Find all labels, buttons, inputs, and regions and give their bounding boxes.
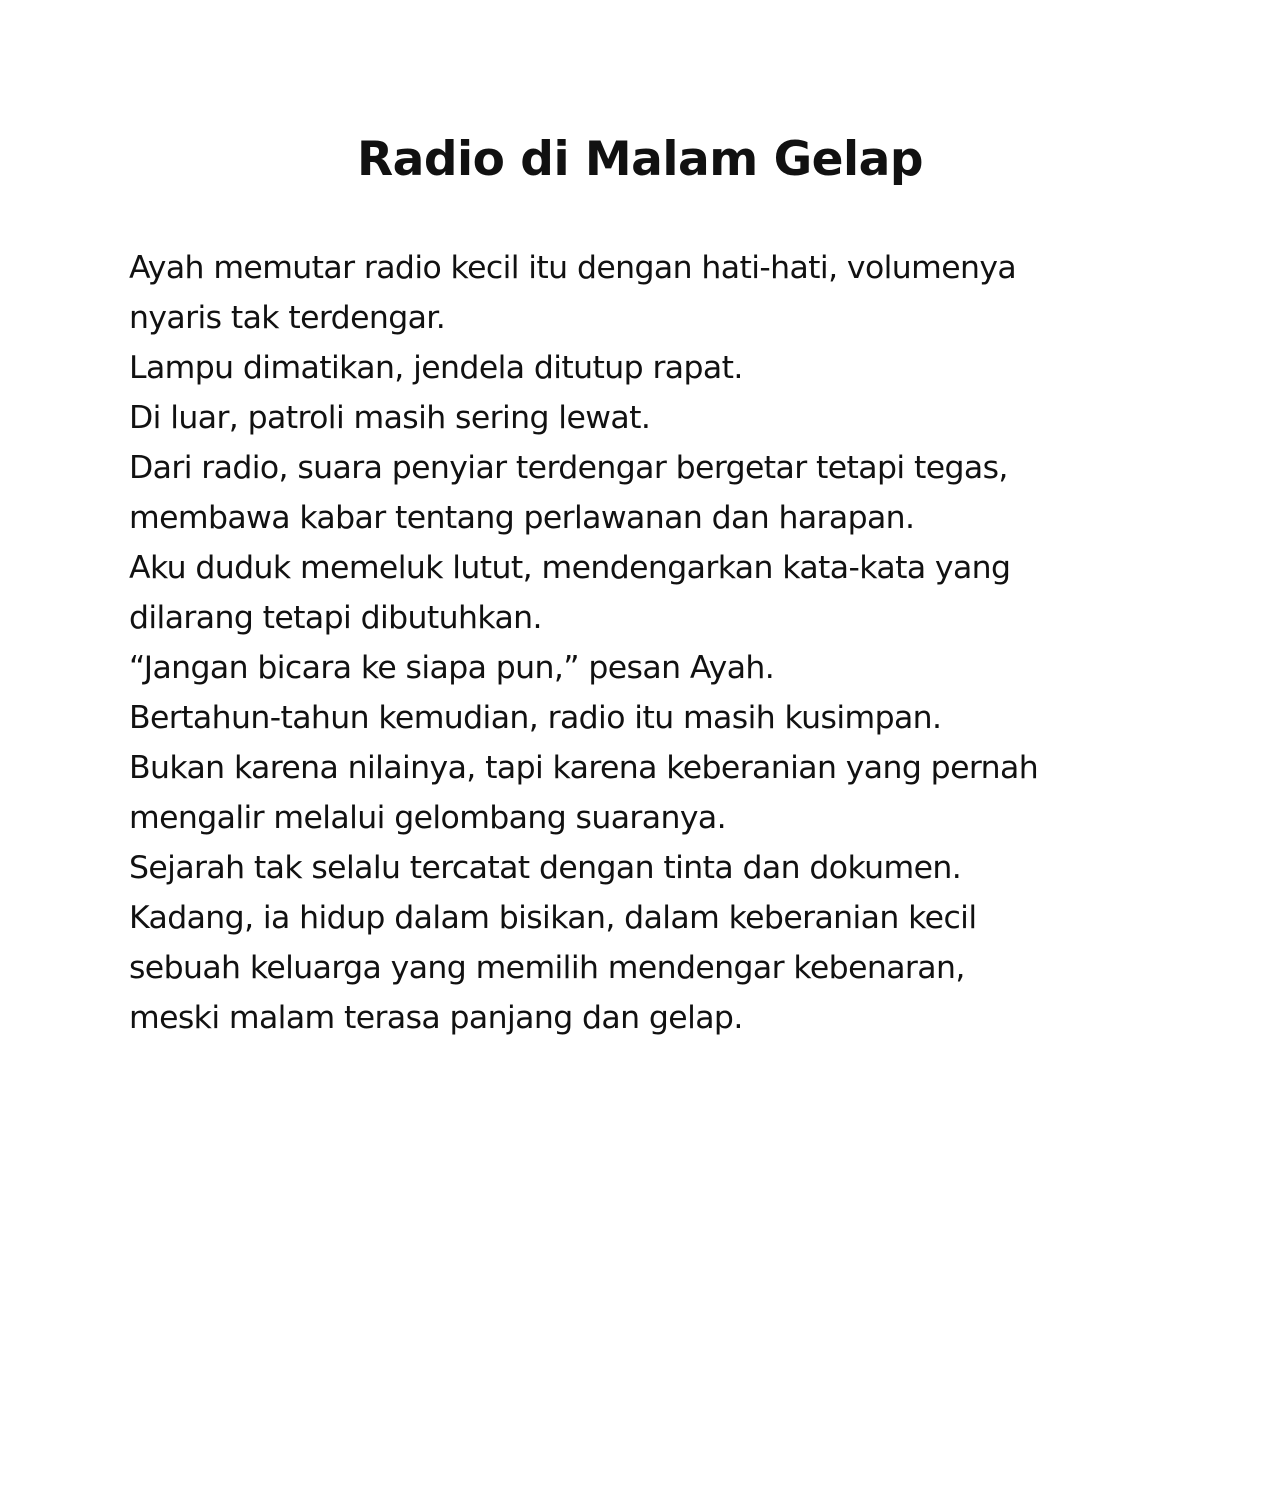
body-line: sebuah keluarga yang memilih mendengar kebenaran, [129,950,965,986]
body-line: Bukan karena nilainya, tapi karena keberanian yang pernah [129,750,1039,786]
body-line: mengalir melalui gelombang suaranya. [129,800,727,836]
body-line: “Jangan bicara ke siapa pun,” pesan Ayah. [129,650,775,686]
body-line: membawa kabar tentang perlawanan dan harapan. [129,500,915,536]
document-body [129,243,1169,1043]
body-line: dilarang tetapi dibutuhkan. [129,600,542,636]
body-line: Aku duduk memeluk lutut, mendengarkan kata-kata yang [129,550,1011,586]
body-line: meski malam terasa panjang dan gelap. [129,1000,743,1036]
body-line: Kadang, ia hidup dalam bisikan, dalam keberanian kecil [129,900,977,936]
body-line: Dari radio, suara penyiar terdengar bergetar tetapi tegas, [129,450,1008,486]
body-line: Di luar, patroli masih sering lewat. [129,400,651,436]
document-title: Radio di Malam Gelap [356,132,923,187]
body-line: Bertahun-tahun kemudian, radio itu masih kusimpan. [129,700,942,736]
body-line: nyaris tak terdengar. [129,300,446,336]
body-line: Lampu dimatikan, jendela ditutup rapat. [129,350,743,386]
body-line: Ayah memutar radio kecil itu dengan hati-hati, volumenya [129,250,1017,286]
body-line: Sejarah tak selalu tercatat dengan tinta dan dokumen. [129,850,962,886]
